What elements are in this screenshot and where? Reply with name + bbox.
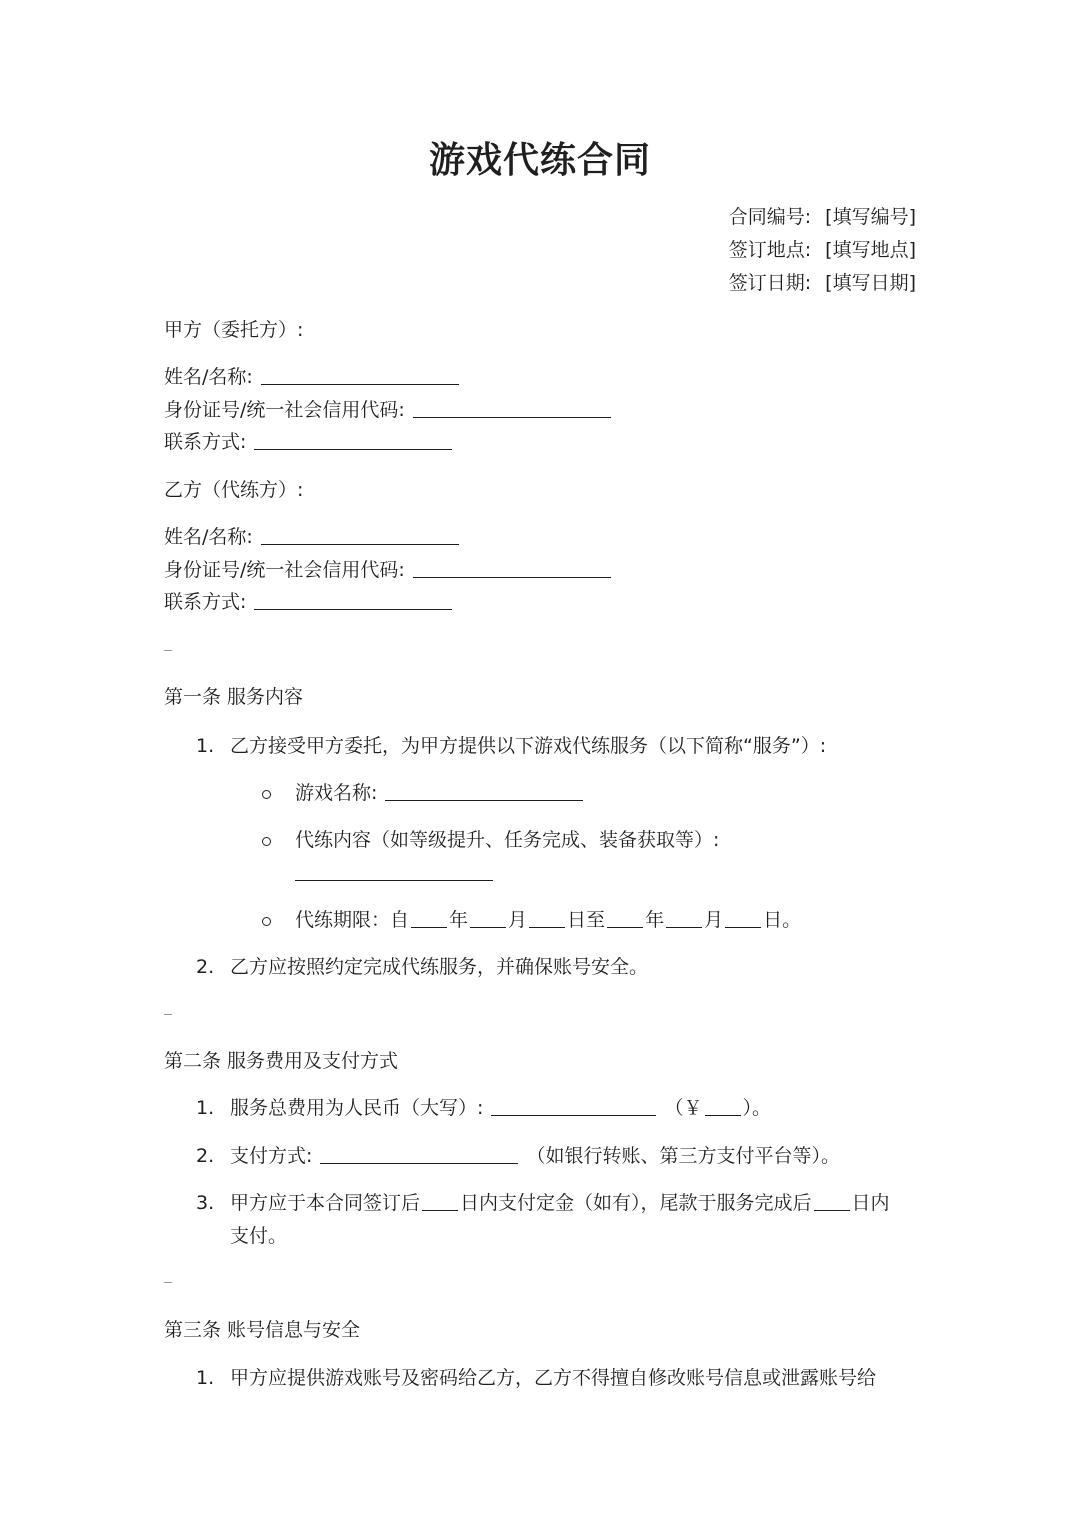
payment-terms-part-a: 甲方应于本合同签订后 [230,1192,421,1214]
total-fee-label: 服务总费用为人民币（大写）: [230,1097,484,1119]
party-a-name-label: 姓名/名称: [164,366,253,388]
payment-terms-part-c: 日内 [851,1192,890,1214]
end-year-label: 年 [645,909,665,931]
contract-number-label: 合同编号: [728,206,812,228]
start-day-blank[interactable] [529,907,565,928]
article-1-item-2-text: 乙方应按照约定完成代练服务，并确保账号安全。 [230,956,649,978]
party-a-contact-line [164,429,454,455]
signing-date-line [729,270,916,296]
signing-date-value: [填写日期] [825,272,916,294]
start-year-label: 年 [449,909,469,931]
game-name-label: 游戏名称: [295,782,378,804]
payment-terms-line [230,1190,890,1216]
total-fee-line [230,1095,771,1121]
article-1-item-2-number: 2. [196,956,215,978]
boost-period-prefix: 代练期限：自 [295,909,410,931]
party-a-name-line [164,364,461,390]
payment-terms-line-2: 支付。 [230,1225,288,1247]
start-day-to-label: 日至 [567,909,606,931]
end-day-label: 日。 [763,909,802,931]
signing-place-line [729,237,916,263]
party-b-contact-label: 联系方式: [164,591,247,613]
signing-place-label: 签订地点: [728,239,812,261]
game-name-blank[interactable] [385,780,583,801]
boost-content-blank[interactable] [295,860,493,881]
party-b-name-blank[interactable] [261,524,459,545]
boost-content-blank-line [295,860,495,886]
party-a-contact-label: 联系方式: [164,431,247,453]
party-b-id-line [164,557,613,583]
boost-period-line [295,907,801,933]
party-b-name-line [164,524,461,550]
payment-method-blank[interactable] [320,1143,518,1164]
final-payment-days-blank[interactable] [814,1190,850,1211]
bullet-icon [262,790,271,799]
total-fee-yuan-open: （￥ [664,1097,703,1119]
article-1-heading: 第一条 服务内容 [164,686,304,708]
article-3-item-1-number: 1. [196,1367,215,1389]
article-2-item-3-number: 3. [196,1192,215,1214]
party-a-id-line [164,397,613,423]
payment-method-label: 支付方式: [230,1145,313,1167]
document-title: 游戏代练合同 [428,140,651,181]
signing-date-label: 签订日期: [728,272,812,294]
contract-number-line [729,204,916,230]
end-year-blank[interactable] [607,907,643,928]
total-fee-words-blank[interactable] [491,1095,656,1116]
article-1-item-1-text: 乙方接受甲方委托，为甲方提供以下游戏代练服务（以下简称“服务”）: [230,735,827,757]
article-3-item-1-text: 甲方应提供游戏账号及密码给乙方，乙方不得擅自修改账号信息或泄露账号给 [230,1367,877,1389]
article-2-heading: 第二条 服务费用及支付方式 [164,1050,399,1072]
deposit-days-blank[interactable] [422,1190,458,1211]
article-2-item-1-number: 1. [196,1097,215,1119]
signing-place-value: [填写地点] [825,239,916,261]
party-b-name-label: 姓名/名称: [164,526,253,548]
contract-number-value: [填写编号] [825,206,916,228]
article-1-item-1-number: 1. [196,735,215,757]
total-fee-close: ）。 [742,1097,772,1119]
article-2-item-2-number: 2. [196,1145,215,1167]
end-month-blank[interactable] [666,907,702,928]
article-3-heading: 第三条 账号信息与安全 [164,1319,361,1341]
bullet-icon [262,837,271,846]
party-a-id-label: 身份证号/统一社会信用代码: [164,399,405,421]
boost-content-label: 代练内容（如等级提升、任务完成、装备获取等）: [295,829,720,851]
party-a-id-blank[interactable] [413,397,611,418]
party-b-id-label: 身份证号/统一社会信用代码: [164,559,405,581]
party-b-contact-blank[interactable] [254,589,452,610]
party-b-id-blank[interactable] [413,557,611,578]
party-a-heading: 甲方（委托方）: [164,319,304,341]
payment-terms-part-b: 日内支付定金（如有），尾款于服务完成后 [460,1192,812,1214]
section-separator [164,1014,172,1015]
party-a-contact-blank[interactable] [254,429,452,450]
party-b-heading: 乙方（代练方）: [164,479,304,501]
section-separator [164,1282,172,1283]
start-month-blank[interactable] [470,907,506,928]
section-separator [164,650,172,651]
game-name-line [295,780,585,806]
start-year-blank[interactable] [411,907,447,928]
payment-method-hint: （如银行转账、第三方支付平台等）。 [526,1145,841,1167]
payment-method-line [230,1143,840,1169]
end-day-blank[interactable] [725,907,761,928]
start-month-label: 月 [508,909,528,931]
party-a-name-blank[interactable] [261,364,459,385]
bullet-icon [262,917,271,926]
party-b-contact-line [164,589,454,615]
end-month-label: 月 [704,909,724,931]
total-fee-amount-blank[interactable] [705,1095,741,1116]
